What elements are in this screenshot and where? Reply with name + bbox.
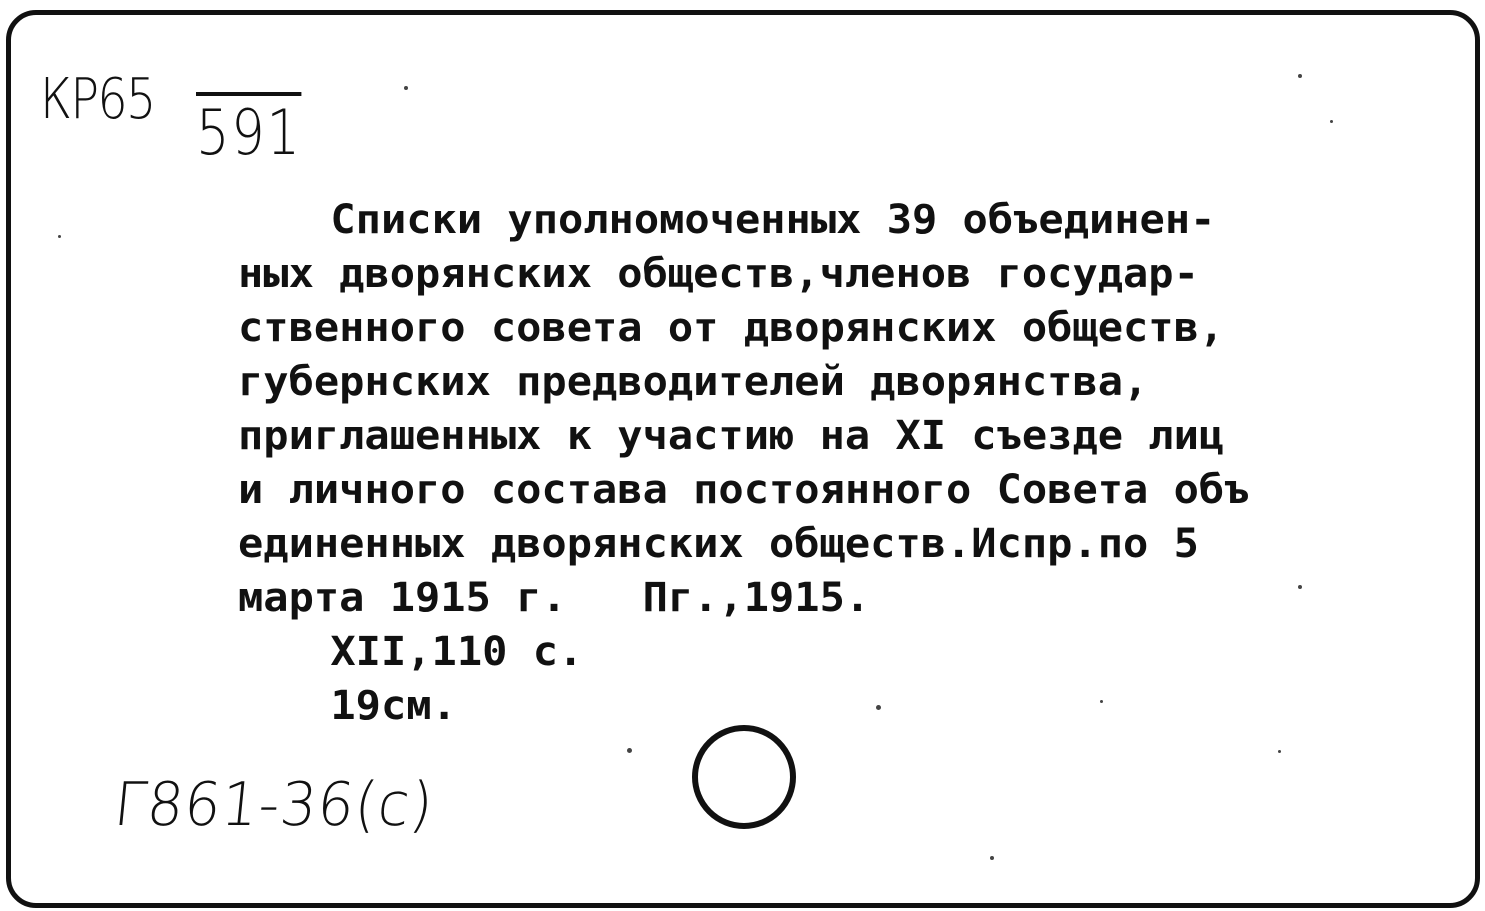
description-line: приглашенных к участию на XI съезде лиц: [238, 413, 1225, 459]
scan-speck: [1278, 750, 1281, 753]
scan-speck: [627, 748, 632, 753]
description-line: и личного состава постоянного Совета объ: [238, 467, 1250, 513]
shelf-mark: КР65: [40, 67, 155, 132]
scan-speck: [990, 856, 994, 860]
inventory-number: Г861-36(с): [111, 770, 437, 840]
scan-speck: [1298, 74, 1302, 78]
scan-speck: [1298, 585, 1302, 589]
scan-speck: [1330, 120, 1333, 123]
description-line: губернских предводителей дворянства,: [238, 359, 1149, 405]
pagination-line: XII,110 с.: [330, 629, 584, 675]
scan-speck: [58, 235, 61, 238]
description-line: ных дворянских обществ,членов государ-: [238, 251, 1199, 297]
description-line: марта 1915 г. Пг.,1915.: [238, 575, 871, 621]
shelf-mark-number: 591: [196, 92, 302, 164]
scan-speck: [876, 705, 881, 710]
description-line: ственного совета от дворянских обществ,: [238, 305, 1225, 351]
scan-speck: [1100, 700, 1103, 703]
size-line: 19см.: [330, 683, 457, 729]
description-line: единенных дворянских обществ.Испр.по 5: [238, 521, 1199, 567]
punch-hole: [692, 725, 796, 829]
bibliographic-description: [238, 193, 1438, 733]
scan-speck: [404, 86, 408, 90]
description-line: Списки уполномоченных 39 объединен-: [330, 197, 1216, 243]
